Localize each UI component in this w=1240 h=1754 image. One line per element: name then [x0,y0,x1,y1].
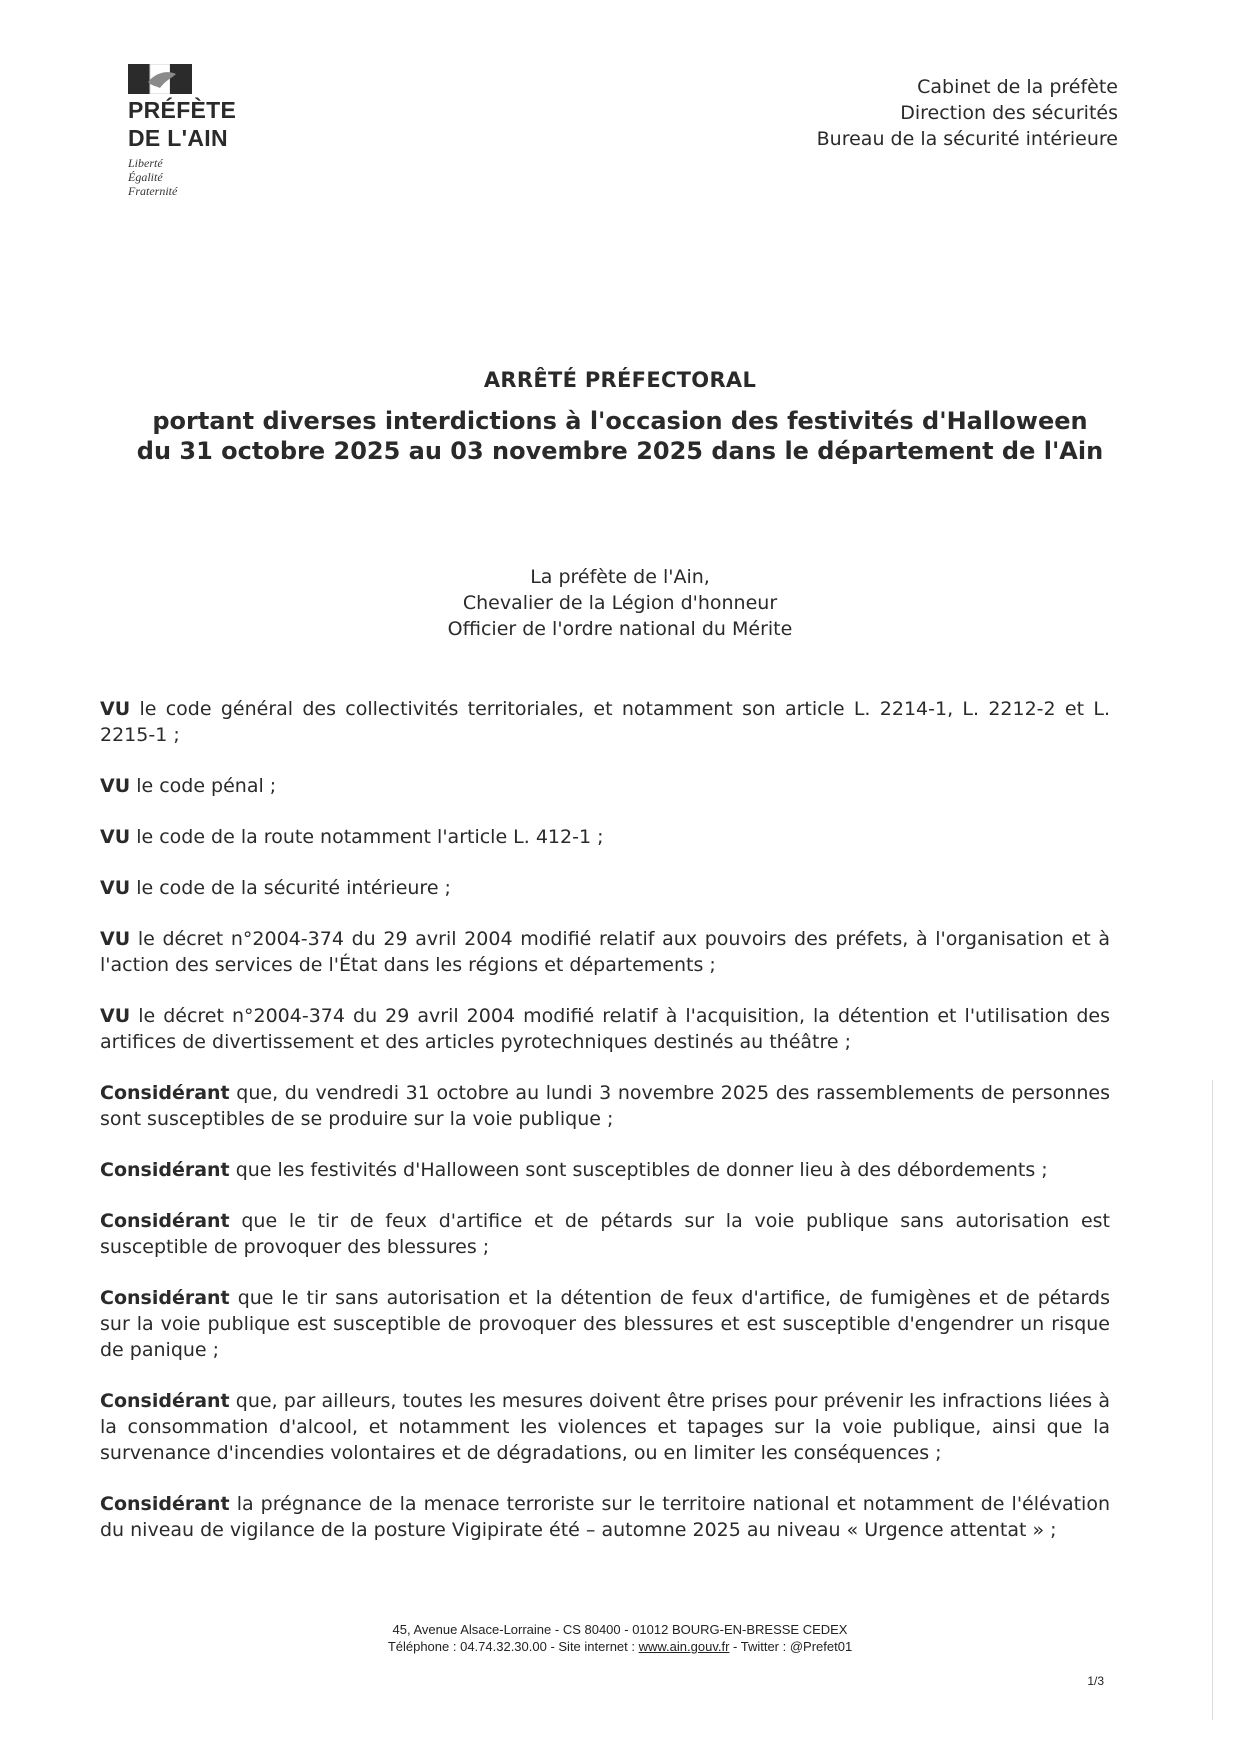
document-body [100,696,1110,1568]
paragraph-keyword: VU [100,698,131,720]
paragraph-vu-cgct [100,696,1110,748]
page-number: 1/3 [1087,1674,1104,1688]
paragraph-keyword: Considérant [100,1287,230,1309]
paragraph-text: le code pénal ; [136,775,277,797]
subtitle-line-1: portant diverses interdictions à l'occasion des festivités d'Halloween [152,407,1088,435]
paragraph-text: que le tir sans autorisation et la détention de feux d'artifice, de fumigènes et de pétards sur la voie publique est susceptible de provoquer des blessures et est susceptible d'engendrer un risque de panique ; [100,1287,1110,1361]
subtitle-line-2: du 31 octobre 2025 au 03 novembre 2025 dans le département de l'Ain [136,437,1104,465]
document-subtitle [0,406,1240,466]
paragraph-considerant-tir-artifice [100,1208,1110,1260]
motto-egalite: Égalité [128,170,163,184]
service-line-direction: Direction des sécurités [900,102,1118,124]
footer-twitter: - Twitter : @Prefet01 [729,1639,853,1654]
service-line-bureau: Bureau de la sécurité intérieure [816,128,1118,150]
motto-fraternite: Fraternité [128,184,178,198]
paragraph-vu-securite-interieure [100,875,1110,901]
paragraph-text: le code de la sécurité intérieure ; [136,877,451,899]
paragraph-keyword: Considérant [100,1159,230,1181]
service-header [817,74,1118,152]
paragraph-text: que le tir de feux d'artifice et de pétards sur la voie publique sans autorisation est susceptible de provoquer des blessures ; [100,1210,1110,1258]
paragraph-keyword: VU [100,877,131,899]
paragraph-text: le décret n°2004-374 du 29 avril 2004 modifié relatif à l'acquisition, la détention et l'utilisation des artifices de divertissement et des articles pyrotechniques destinés au théâtre ; [100,1005,1110,1053]
paragraph-vu-decret-artifices [100,1003,1110,1055]
scan-edge-line [1212,1080,1213,1720]
paragraph-keyword: Considérant [100,1082,230,1104]
paragraph-keyword: VU [100,928,131,950]
logo-name-line1: PRÉFÈTE [128,97,237,123]
paragraph-vu-code-penal [100,773,1110,799]
paragraph-vu-code-route [100,824,1110,850]
paragraph-text: que, du vendredi 31 octobre au lundi 3 novembre 2025 des rassemblements de personnes sont susceptibles de se produire sur la voie publique ; [100,1082,1110,1130]
paragraph-keyword: VU [100,775,131,797]
paragraph-keyword: VU [100,826,131,848]
paragraph-keyword: Considérant [100,1210,230,1232]
footer-phone: Téléphone : 04.74.32.30.00 - Site internet : [387,1639,639,1654]
logo-name-line2: DE L'AIN [128,125,228,151]
paragraph-text: que les festivités d'Halloween sont susceptibles de donner lieu à des débordements ; [235,1159,1048,1181]
signatory-line-2: Chevalier de la Légion d'honneur [462,592,778,614]
signatory-block [0,564,1240,642]
paragraph-text: le code de la route notamment l'article L. 412-1 ; [136,826,604,848]
website-link[interactable]: www.ain.gouv.fr [638,1639,730,1654]
paragraph-considerant-rassemblements [100,1080,1110,1132]
motto [128,156,268,198]
footer-contact [0,1638,1240,1655]
paragraph-text: la prégnance de la menace terroriste sur le territoire national et notamment de l'élévation du niveau de vigilance de la posture Vigipirate été – automne 2025 au niveau « Urgence attentat » ; [100,1493,1110,1541]
signatory-line-1: La préfète de l'Ain, [530,566,710,588]
prefecture-logo [128,64,268,198]
paragraph-considerant-alcool [100,1388,1110,1466]
signatory-line-3: Officier de l'ordre national du Mérite [447,618,793,640]
paragraph-keyword: Considérant [100,1390,230,1412]
paragraph-considerant-debordements [100,1157,1110,1183]
document-title: ARRÊTÉ PRÉFECTORAL [483,368,757,392]
service-line-cabinet: Cabinet de la préfète [917,76,1118,98]
footer-address: 45, Avenue Alsace-Lorraine - CS 80400 - 01012 BOURG-EN-BRESSE CEDEX [392,1622,848,1637]
paragraph-vu-decret-prefets [100,926,1110,978]
paragraph-text: le décret n°2004-374 du 29 avril 2004 modifié relatif aux pouvoirs des préfets, à l'organisation et à l'action des services de l'État dans les régions et départements ; [100,928,1110,976]
paragraph-considerant-detention [100,1285,1110,1363]
paragraph-text: que, par ailleurs, toutes les mesures doivent être prises pour prévenir les infractions liées à la consommation d'alcool, et notamment les violences et tapages sur la voie publique, ainsi que la survenance d'incendies volontaires et de dégradations, ou en limiter les conséquences ; [100,1390,1110,1464]
footer [0,1621,1240,1655]
motto-liberte: Liberté [128,156,163,170]
paragraph-keyword: VU [100,1005,131,1027]
paragraph-text: le code général des collectivités territoriales, et notamment son article L. 2214-1, L. 2212-2 et L. 2215-1 ; [100,698,1110,746]
paragraph-keyword: Considérant [100,1493,230,1515]
marianne-logo-icon [128,64,200,94]
paragraph-considerant-terrorisme [100,1491,1110,1543]
